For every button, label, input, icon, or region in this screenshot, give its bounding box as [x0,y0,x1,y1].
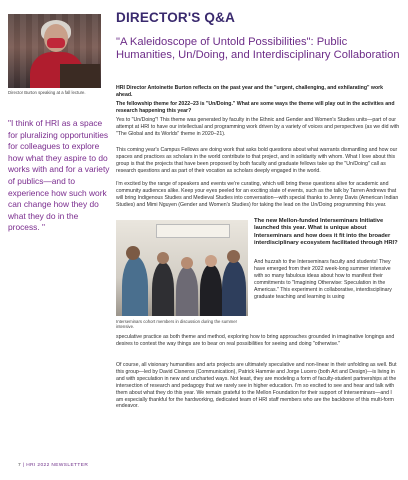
newsletter-label: HRI 2022 NEWSLETTER [26,463,89,468]
page-footer [18,463,88,468]
page-title: DIRECTOR'S Q&A [116,10,236,25]
pull-quote: "I think of HRI as a space for pluralizing opportunities for colleagues to explore how what they aspire to do works with and for a variety of publics—and to experience how such work can change how they do what they do in the process. " [8,118,110,233]
photo-caption: Director Burton speaking at a fall lecture. [8,90,86,95]
answer-paragraph-2: This coming year's Campus Fellows are doing work that asks bold questions about what warrants dismantling and how our spaces and practices as scholars in the world contribute to that project, and in solidarity with whom. What I love about this group is that the projects that have been proposed by both faculty and graduate fellows take up the "Un/Doing" call as research questions and as part of their vocation as scholars deeply engaged in the world. [116,147,398,174]
director-photo [8,14,101,88]
answer-paragraph-4: speculative practice as both theme and method, exploring how to bring approaches grounded in imaginative longings and desires to contest the way things are to bear on real possibilities for seeing and doing "otherwise." [116,334,395,347]
article-subtitle: "A Kaleidoscope of Untold Possibilities": Public Humanities, Un/Doing, and Interdisciplinary Collaboration [116,36,400,62]
photo-caption-group: Interseminars cohort members in discussion during the summer intensive. [116,319,238,330]
left-column [8,14,108,95]
footer-separator: | [22,463,25,468]
page-number: 7 [18,463,22,468]
answer-paragraph-1: Yes to "Un/Doing"! This theme was generated by faculty in the Ethnic and Gender and Women's Studies units—part of our attempt at HRI to have our intellectual and programming work driven by a variety of voices and perspectives (as we did with "The Global and its Worlds" theme in 2020–21). [116,117,400,137]
question-two: The new Mellon-funded Interseminars Initiative launched this year. What is unique about Interseminars and how does it fit into the broader interdisciplinary ecosystem facilitated through HRI? [254,218,398,246]
question-one: The fellowship theme for 2022–23 is "Un/Doing." What are some ways the theme will play out in the activities and research happening this year? [116,101,395,114]
interseminars-photo [116,220,248,316]
answer-paragraph-5: Of course, all visionary humanities and arts projects are ultimately speculative and non-linear in their unfolding as well. But this group—led by David Cisneros (Communication), Patrick Hammie and Jorge Lucero (both Art and Design)—is living in and with speculation in new and uncharted ways. Not least, they are modeling a form of faculty-student partnerships at the intersection of research and pedagogy that we rarely see in higher education. I'm so excited to see and hear and talk with them about what they do this year. We remain grateful to the Mellon Foundation for their support of Interseminars—and I am especially thankful for the hardworking, dedicated team of HRI staff members who are the backbone of this multi-form endeavor. [116,362,397,410]
answer-paragraph-3: I'm excited by the range of speakers and events we're curating, which will bring these questions alive for academic and community audiences alike. Keep your eyes peeled for an exciting slate of events, such as the talk by Tarren Andrews that will bring Indigenous Studies and Medieval Studies into conversation—with special thanks to Jenny Davis (American Indian Studies) and Mimi Nguyen (Gender and Women's Studies) for taking the lead on the Un/Doing programming this year. [116,181,399,208]
side-paragraph: And huzzah to the Interseminars faculty and students! They have emerged from their 2022 week-long summer intensive with so many fabulous ideas about how to manifest their commitments to "Imagining Otherwise: Speculation in the Americas." This experiment in collaborative, interdisciplinary graduate teaching and learning is using [254,259,392,300]
intro-text: HRI Director Antoinette Burton reflects on the past year and the "urgent, challenging, and exhilarating" work ahead. [116,85,384,98]
